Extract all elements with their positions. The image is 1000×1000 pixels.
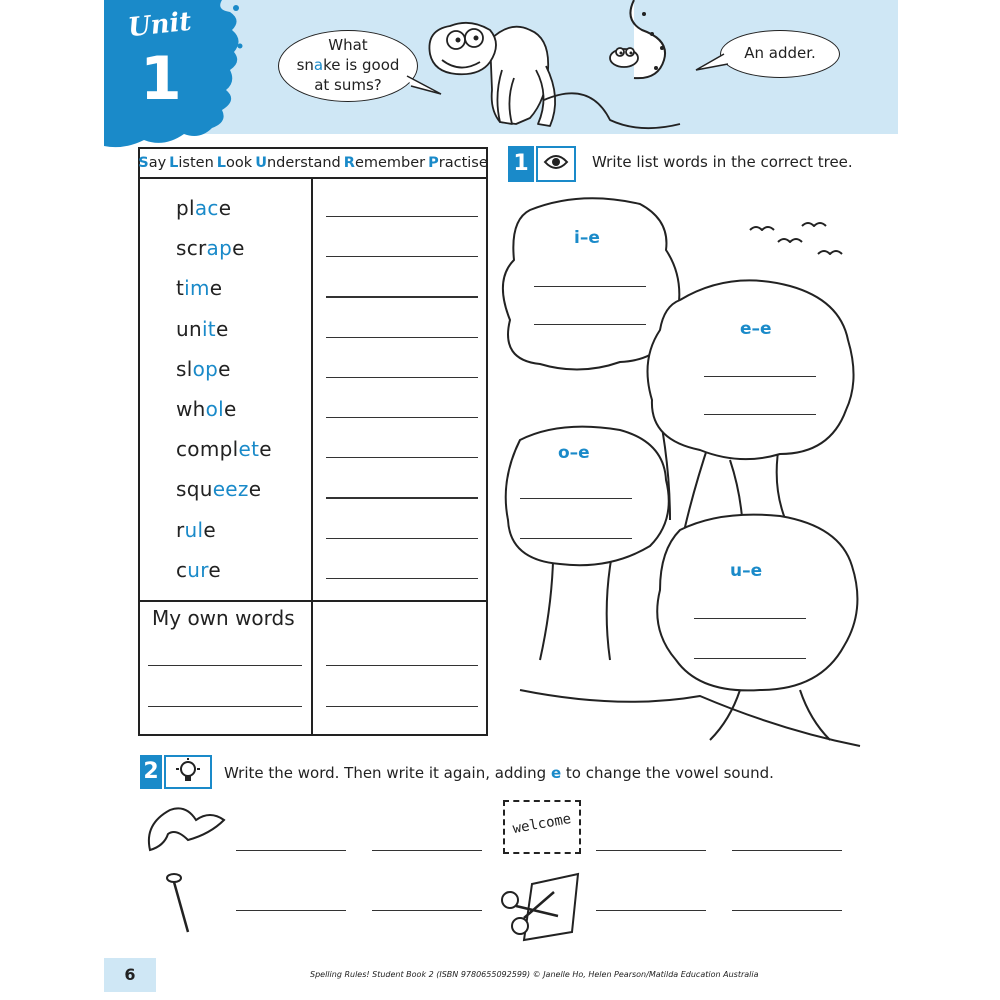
list-word: unite xyxy=(176,316,229,341)
tree-label-e-e: e–e xyxy=(740,319,772,339)
header-word: Practise xyxy=(428,155,488,171)
list-word: slope xyxy=(176,356,231,381)
joke-question-bubble xyxy=(278,30,418,102)
tree-writing-line[interactable] xyxy=(534,324,646,325)
writing-line[interactable] xyxy=(326,377,478,378)
scissors-picture xyxy=(498,870,582,950)
writing-line[interactable] xyxy=(326,538,478,539)
activity-2-instruction xyxy=(224,764,774,782)
instruction-letter: e xyxy=(550,764,562,782)
tree-writing-line[interactable] xyxy=(704,414,816,415)
writing-line[interactable] xyxy=(326,296,478,297)
lightbulb-icon xyxy=(164,755,212,789)
monkey-snake-illustration xyxy=(420,0,710,134)
writing-line[interactable] xyxy=(326,578,478,579)
own-words-divider xyxy=(140,600,486,602)
list-word: cure xyxy=(176,557,221,582)
answer-line[interactable] xyxy=(372,850,482,851)
own-words-label: My own words xyxy=(152,606,295,630)
tree-writing-line[interactable] xyxy=(520,538,632,539)
joke-question-line: What xyxy=(328,36,368,54)
writing-line[interactable] xyxy=(326,417,478,418)
list-word: squeeze xyxy=(176,477,262,502)
list-header xyxy=(140,149,486,179)
instruction-text: Write the word. Then write it again, adding xyxy=(224,764,551,782)
header-word: Look xyxy=(216,155,253,171)
list-word: scrape xyxy=(176,236,245,261)
instruction-text: to change the vowel sound. xyxy=(561,764,774,782)
eye-icon xyxy=(536,146,576,182)
own-word-line[interactable] xyxy=(148,706,302,707)
trees-illustration xyxy=(500,190,880,750)
answer-line[interactable] xyxy=(732,850,842,851)
list-word: complete xyxy=(176,437,272,462)
tree-label-i-e: i–e xyxy=(574,228,600,248)
answer-line[interactable] xyxy=(372,910,482,911)
tree-label-o-e: o–e xyxy=(558,443,590,463)
column-divider xyxy=(311,177,313,734)
writing-line[interactable] xyxy=(326,457,478,458)
activity-1-number: 1 xyxy=(508,146,534,182)
header-word: Understand xyxy=(255,155,341,171)
mat-text: welcome xyxy=(511,810,573,838)
answer-line[interactable] xyxy=(596,910,706,911)
header-word: Say xyxy=(138,155,167,171)
list-word: time xyxy=(176,276,223,301)
own-word-line[interactable] xyxy=(148,665,302,666)
joke-question-line: snake is good xyxy=(296,56,400,74)
writing-line[interactable] xyxy=(326,337,478,338)
joke-question-line: at sums? xyxy=(314,76,382,94)
hat-picture xyxy=(140,800,230,860)
joke-answer-bubble: An adder. xyxy=(720,30,840,78)
highlight-letter: a xyxy=(313,56,324,74)
answer-line[interactable] xyxy=(596,850,706,851)
answer-line[interactable] xyxy=(236,910,346,911)
tree-writing-line[interactable] xyxy=(534,286,646,287)
mat-picture xyxy=(503,800,581,854)
page-number: 6 xyxy=(104,958,156,992)
tree-writing-line[interactable] xyxy=(694,658,806,659)
list-word: place xyxy=(176,196,232,220)
list-word: whole xyxy=(176,397,237,421)
activity-2-number: 2 xyxy=(140,755,162,789)
writing-line[interactable] xyxy=(326,497,478,498)
tree-writing-line[interactable] xyxy=(704,376,816,377)
tree-label-u-e: u–e xyxy=(730,561,763,581)
footer-credit: Spelling Rules! Student Book 2 (ISBN 9780655092599) © Janelle Ho, Helen Pearson/Matilda Education Australia xyxy=(310,970,759,979)
unit-number: 1 xyxy=(140,44,182,114)
tree-writing-line[interactable] xyxy=(520,498,632,499)
list-word: rule xyxy=(176,517,216,542)
header-word: Remember xyxy=(343,155,426,171)
answer-line[interactable] xyxy=(732,910,842,911)
answer-line[interactable] xyxy=(236,850,346,851)
writing-line[interactable] xyxy=(326,256,478,257)
writing-line[interactable] xyxy=(326,216,478,217)
header-word: Listen xyxy=(169,155,214,171)
own-word-line[interactable] xyxy=(326,665,478,666)
tree-writing-line[interactable] xyxy=(694,618,806,619)
pin-picture xyxy=(162,868,202,938)
own-word-line[interactable] xyxy=(326,706,478,707)
unit-label: Unit xyxy=(126,6,193,44)
activity-1-instruction: Write list words in the correct tree. xyxy=(592,153,853,171)
